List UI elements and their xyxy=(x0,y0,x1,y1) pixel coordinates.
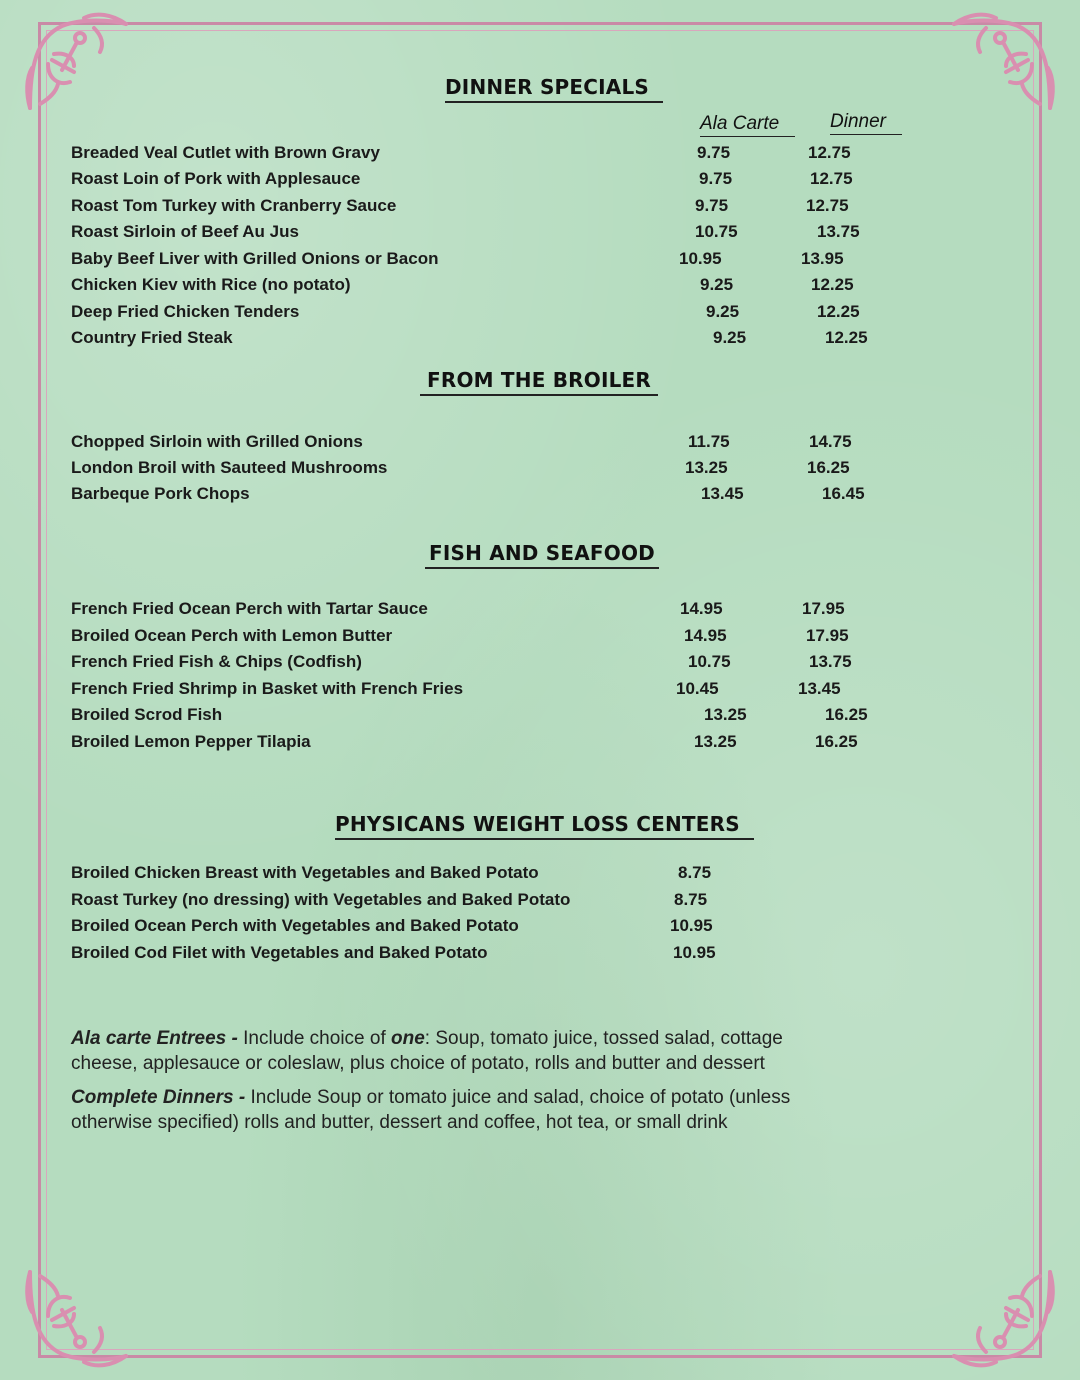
menu-item-name: Baby Beef Liver with Grilled Onions or Bacon xyxy=(71,249,439,268)
menu-item-name: Deep Fried Chicken Tenders xyxy=(71,302,300,321)
dinner-price: 16.25 xyxy=(825,705,868,724)
menu-item-name: Barbeque Pork Chops xyxy=(71,484,250,503)
dinner-price: 17.95 xyxy=(802,599,845,618)
ala-carte-price: 13.25 xyxy=(704,705,747,724)
section-heading-weight-loss: PHYSICANS WEIGHT LOSS CENTERS xyxy=(335,812,754,840)
dinner-price: 12.25 xyxy=(825,328,868,347)
complete-dinners-note xyxy=(71,1085,831,1135)
menu-item-name: Country Fried Steak xyxy=(71,328,233,347)
menu-item-name: Roast Sirloin of Beef Au Jus xyxy=(71,222,299,241)
ala-carte-price: 9.75 xyxy=(697,143,731,162)
ala-carte-price: 14.95 xyxy=(680,599,723,618)
menu-item-name: French Fried Ocean Perch with Tartar Sauce xyxy=(71,599,428,618)
dinner-price: 16.25 xyxy=(807,458,850,477)
menu-item-name: Broiled Scrod Fish xyxy=(71,705,223,724)
dinner-price: 16.25 xyxy=(815,732,858,751)
menu-item-name: Broiled Chicken Breast with Vegetables and Baked Potato xyxy=(71,863,539,882)
dinner-price: 12.75 xyxy=(810,169,853,188)
menu-item-name: French Fried Fish & Chips (Codfish) xyxy=(71,652,362,671)
dinner-price: 12.75 xyxy=(806,196,849,215)
item-price: 8.75 xyxy=(674,890,708,909)
ala-carte-price: 13.25 xyxy=(694,732,737,751)
ala-carte-price: 11.75 xyxy=(688,432,730,451)
ala-carte-price: 9.25 xyxy=(706,302,740,321)
section-heading-fish-and-seafood: FISH AND SEAFOOD xyxy=(425,541,659,569)
ala-carte-note-emphasis: one xyxy=(391,1028,425,1049)
menu-item-name: Broiled Cod Filet with Vegetables and Baked Potato xyxy=(71,943,488,962)
column-header-dinner: Dinner xyxy=(830,111,902,135)
section-heading-from-the-broiler: FROM THE BROILER xyxy=(420,368,658,396)
ala-carte-price: 13.45 xyxy=(701,484,744,503)
menu-item-name: French Fried Shrimp in Basket with French Fries xyxy=(71,679,464,698)
complete-dinners-note-text: Include Soup or tomato juice and salad, choice of potato (unless otherwise specified) rolls and butter, dessert and coffee, hot tea, or small drink xyxy=(71,1087,791,1133)
ala-carte-note-lead: Ala carte Entrees - xyxy=(71,1028,238,1049)
section-heading-dinner-specials: DINNER SPECIALS xyxy=(445,75,663,103)
anchor-ornament-icon xyxy=(22,1262,132,1372)
ala-carte-price: 14.95 xyxy=(684,626,727,645)
ala-carte-price: 10.75 xyxy=(695,222,738,241)
dinner-price: 12.25 xyxy=(811,275,854,294)
column-header-ala-carte: Ala Carte xyxy=(700,113,795,137)
item-price: 10.95 xyxy=(670,916,713,935)
item-price: 8.75 xyxy=(678,863,712,882)
dinner-price: 13.75 xyxy=(809,652,852,671)
ala-carte-price: 9.25 xyxy=(700,275,734,294)
ala-carte-price: 9.75 xyxy=(699,169,733,188)
ala-carte-price: 10.45 xyxy=(676,679,719,698)
dinner-price: 13.45 xyxy=(798,679,841,698)
anchor-ornament-icon xyxy=(22,8,132,118)
menu-item-name: Roast Tom Turkey with Cranberry Sauce xyxy=(71,196,397,215)
menu-item-name: Chicken Kiev with Rice (no potato) xyxy=(71,275,351,294)
ala-carte-note-text-rest: : Soup, tomato juice, tossed salad, cottage cheese, applesauce or coleslaw, plus choice of potato, rolls and butter and dessert xyxy=(71,1028,783,1074)
ala-carte-price: 10.95 xyxy=(679,249,722,268)
menu-item-name: Breaded Veal Cutlet with Brown Gravy xyxy=(71,143,380,162)
complete-dinners-note-lead: Complete Dinners - xyxy=(71,1087,246,1108)
dinner-price: 16.45 xyxy=(822,484,865,503)
dinner-price: 12.75 xyxy=(808,143,851,162)
menu-item-name: Broiled Lemon Pepper Tilapia xyxy=(71,732,311,751)
dinner-price: 12.25 xyxy=(817,302,860,321)
dinner-price: 13.95 xyxy=(801,249,844,268)
ala-carte-price: 9.25 xyxy=(713,328,747,347)
menu-item-name: Broiled Ocean Perch with Lemon Butter xyxy=(71,626,393,645)
menu-item-name: Roast Turkey (no dressing) with Vegetables and Baked Potato xyxy=(71,890,571,909)
menu-item-name: Chopped Sirloin with Grilled Onions xyxy=(71,432,363,451)
menu-item-name: Roast Loin of Pork with Applesauce xyxy=(71,169,361,188)
item-price: 10.95 xyxy=(673,943,716,962)
menu-item-name: London Broil with Sauteed Mushrooms xyxy=(71,458,388,477)
menu-item-name: Broiled Ocean Perch with Vegetables and Baked Potato xyxy=(71,916,519,935)
dinner-price: 17.95 xyxy=(806,626,849,645)
ala-carte-price: 10.75 xyxy=(688,652,731,671)
ala-carte-price: 9.75 xyxy=(695,196,729,215)
ala-carte-note-text: Include choice of xyxy=(237,1028,392,1049)
dinner-price: 13.75 xyxy=(817,222,860,241)
ala-carte-price: 13.25 xyxy=(685,458,728,477)
anchor-ornament-icon xyxy=(948,8,1058,118)
dinner-price: 14.75 xyxy=(809,432,852,451)
ala-carte-note xyxy=(71,1026,831,1076)
anchor-ornament-icon xyxy=(948,1262,1058,1372)
